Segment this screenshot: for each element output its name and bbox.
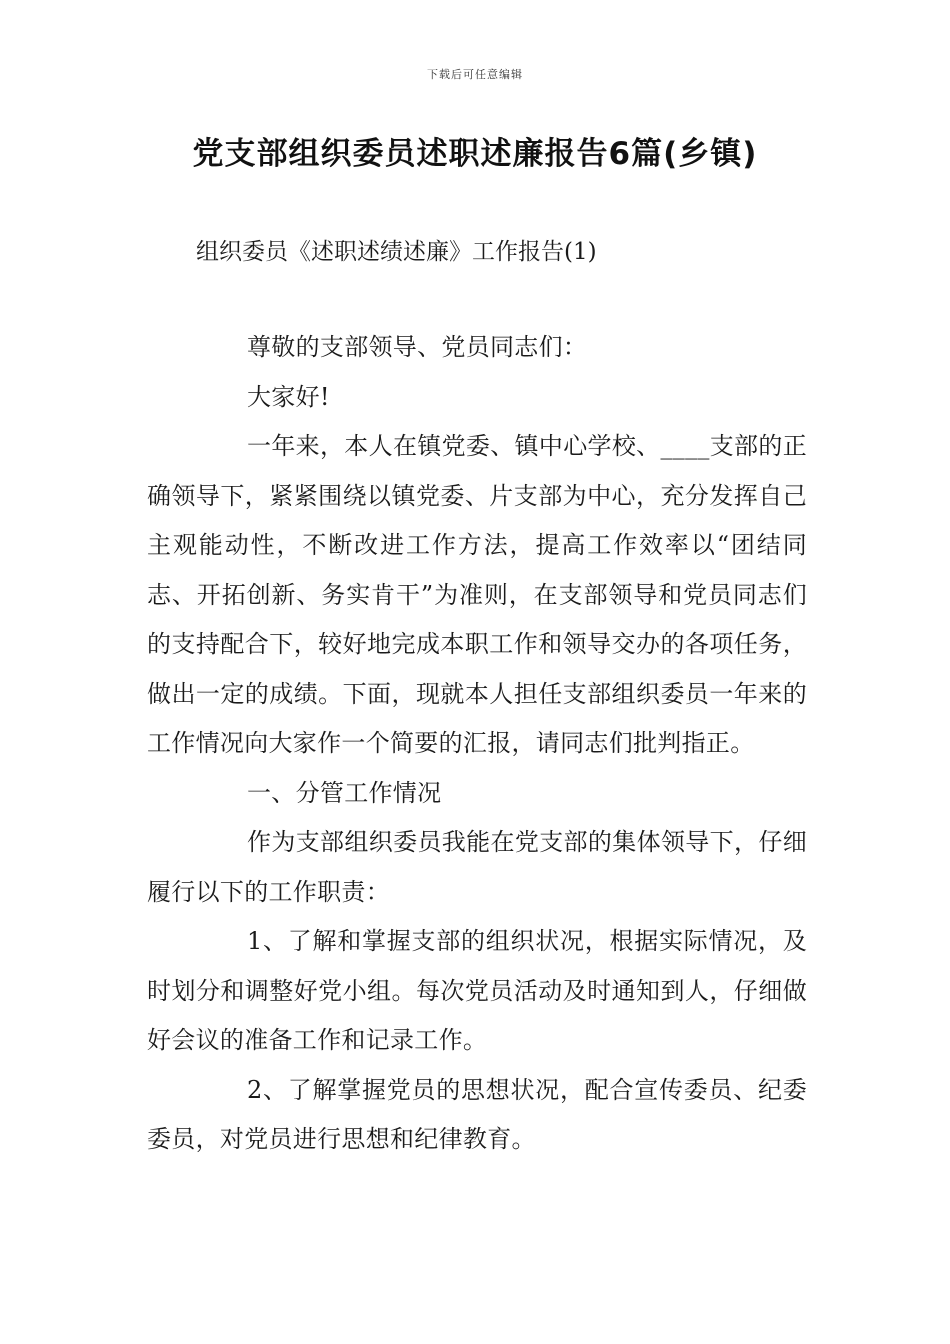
- duty-intro-paragraph: 作为支部组织委员我能在党支部的集体领导下，仔细履行以下的工作职责：: [147, 828, 807, 906]
- section-heading: 一、分管工作情况: [247, 778, 442, 807]
- document-body: [147, 323, 807, 1165]
- header-note: 下载后可任意编辑: [427, 68, 523, 81]
- document-title: 党支部组织委员述职述廉报告6篇(乡镇): [192, 136, 758, 172]
- greeting-paragraph: 大家好!: [247, 382, 330, 411]
- duty-item-1: 1、了解和掌握支部的组织状况，根据实际情况，及时划分和调整好党小组。每次党员活动及时通知到人，仔细做好会议的准备工作和记录工作。: [147, 927, 807, 1054]
- duty-item-2: 2、了解掌握党员的思想状况，配合宣传委员、纪委委员，对党员进行思想和纪律教育。: [147, 1075, 807, 1153]
- report-subtitle: 组织委员《述职述绩述廉》工作报告(1): [196, 239, 597, 265]
- salutation-paragraph: 尊敬的支部领导、党员同志们：: [247, 333, 588, 361]
- intro-paragraph: 一年来，本人在镇党委、镇中心学校、____支部的正确领导下，紧紧围绕以镇党委、片支部为中心，充分发挥自己主观能动性，不断改进工作方法，提高工作效率以“团结同志、开拓创新、务实肯干”为准则，在支部领导和党员同志们的支持配合下，较好地完成本职工作和领导交办的各项任务，做出一定的成绩。下面，现就本人担任支部组织委员一年来的工作情况向大家作一个简要的汇报，请同志们批判指正。: [147, 432, 807, 757]
